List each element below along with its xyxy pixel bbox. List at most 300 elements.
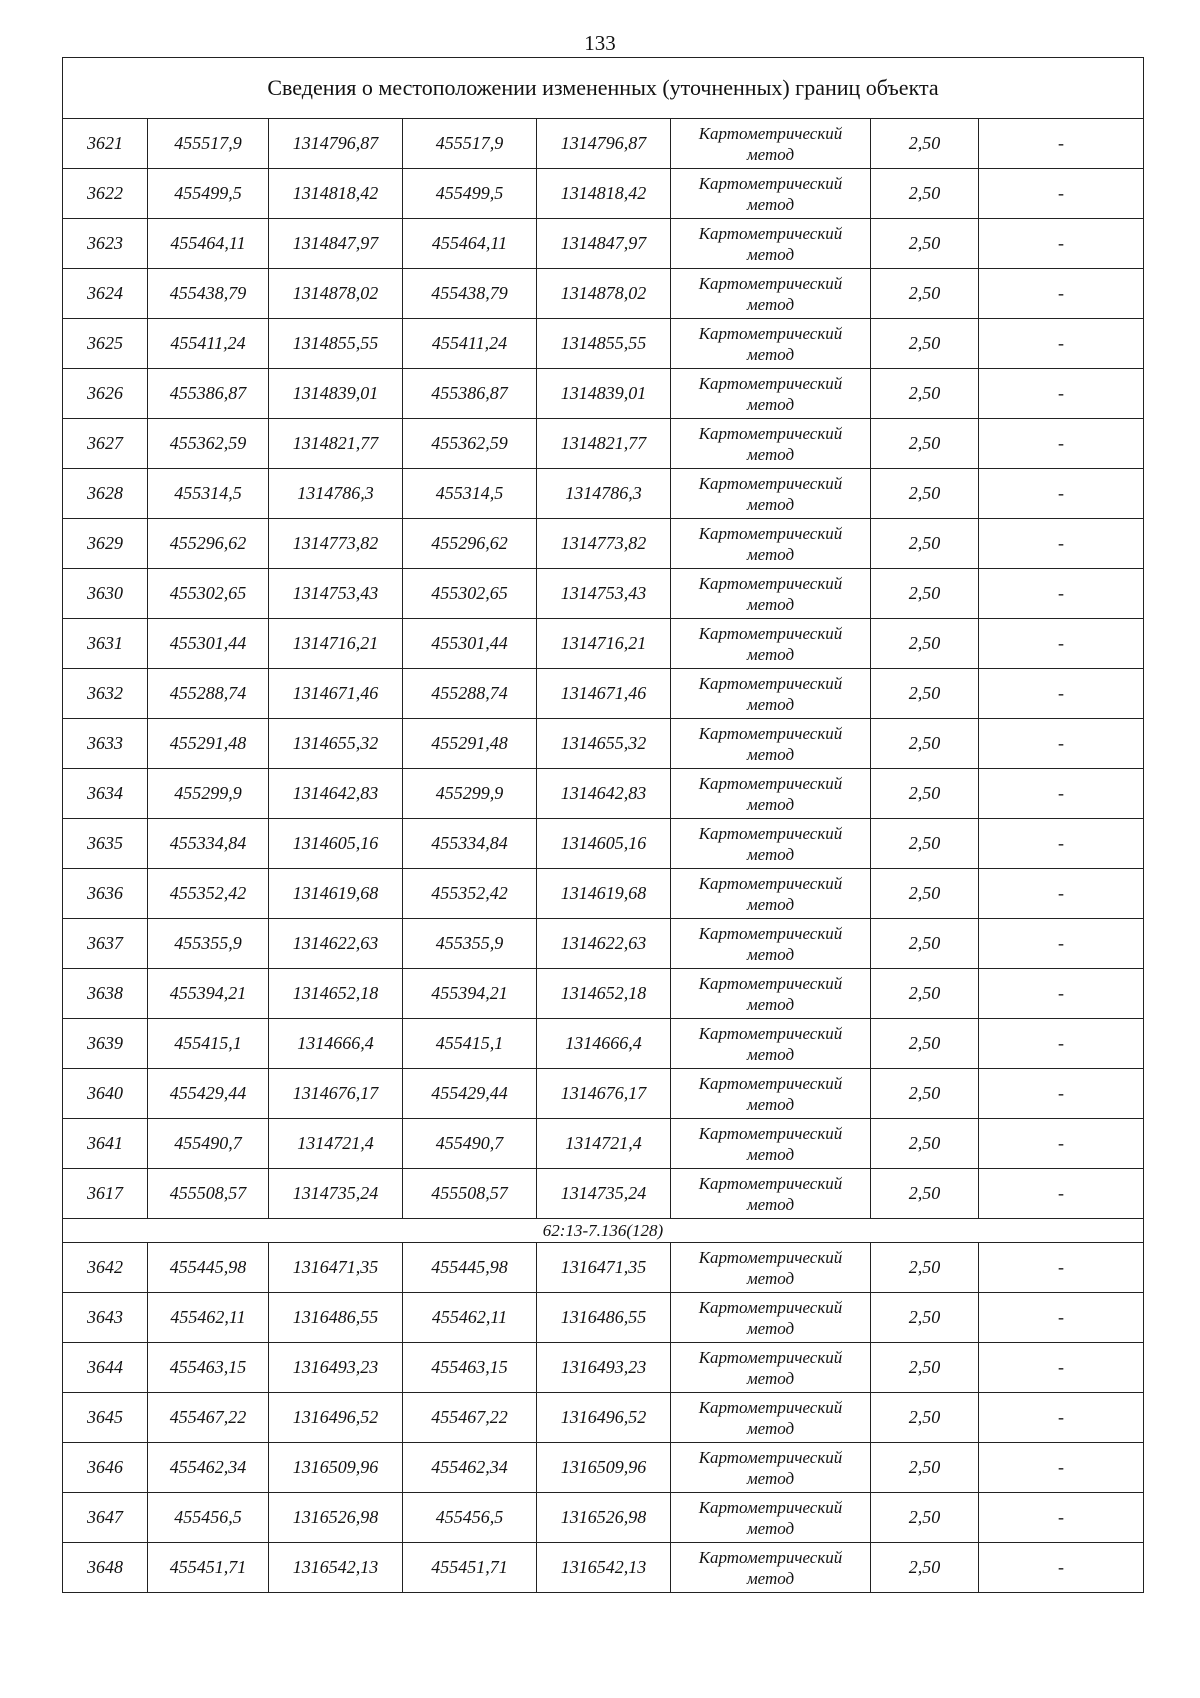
accuracy-cell: 2,50 — [871, 119, 979, 169]
x-existing-cell: 455464,11 — [148, 219, 269, 269]
accuracy-cell: 2,50 — [871, 619, 979, 669]
method-line1: Картометрический — [698, 573, 843, 593]
description-cell: - — [979, 319, 1144, 369]
method-line1: Картометрический — [698, 373, 843, 393]
method-cell — [671, 1543, 871, 1593]
table-row — [63, 1069, 1144, 1119]
method-cell — [671, 369, 871, 419]
point-number-cell: 3625 — [63, 319, 148, 369]
method-cell — [671, 1493, 871, 1543]
method-line1: Картометрический — [698, 423, 843, 443]
point-number-cell: 3642 — [63, 1243, 148, 1293]
description-cell: - — [979, 419, 1144, 469]
y-refined-cell: 1314652,18 — [537, 969, 671, 1019]
method-line1: Картометрический — [698, 1347, 843, 1367]
method-line1: Картометрический — [698, 523, 843, 543]
y-existing-cell: 1316509,96 — [269, 1443, 403, 1493]
point-number-cell: 3636 — [63, 869, 148, 919]
method-line2: метод — [746, 694, 795, 714]
x-existing-cell: 455429,44 — [148, 1069, 269, 1119]
y-refined-cell: 1314666,4 — [537, 1019, 671, 1069]
description-cell: - — [979, 1293, 1144, 1343]
x-existing-cell: 455355,9 — [148, 919, 269, 969]
y-refined-cell: 1314796,87 — [537, 119, 671, 169]
accuracy-cell: 2,50 — [871, 269, 979, 319]
accuracy-cell: 2,50 — [871, 319, 979, 369]
method-cell — [671, 419, 871, 469]
method-cell — [671, 1243, 871, 1293]
x-existing-cell: 455296,62 — [148, 519, 269, 569]
accuracy-cell: 2,50 — [871, 1119, 979, 1169]
description-cell: - — [979, 869, 1144, 919]
method-cell — [671, 119, 871, 169]
method-line1: Картометрический — [698, 1247, 843, 1267]
description-cell: - — [979, 119, 1144, 169]
y-refined-cell: 1314855,55 — [537, 319, 671, 369]
y-existing-cell: 1314753,43 — [269, 569, 403, 619]
method-cell — [671, 469, 871, 519]
description-cell: - — [979, 619, 1144, 669]
description-cell: - — [979, 1243, 1144, 1293]
x-refined-cell: 455334,84 — [403, 819, 537, 869]
point-number-cell: 3638 — [63, 969, 148, 1019]
description-cell: - — [979, 719, 1144, 769]
table-row — [63, 269, 1144, 319]
y-refined-cell: 1314655,32 — [537, 719, 671, 769]
description-cell: - — [979, 519, 1144, 569]
x-refined-cell: 455302,65 — [403, 569, 537, 619]
method-line1: Картометрический — [698, 973, 843, 993]
point-number-cell: 3621 — [63, 119, 148, 169]
point-number-cell: 3635 — [63, 819, 148, 869]
method-cell — [671, 569, 871, 619]
description-cell: - — [979, 1443, 1144, 1493]
table-row — [63, 1343, 1144, 1393]
x-existing-cell: 455394,21 — [148, 969, 269, 1019]
y-existing-cell: 1314619,68 — [269, 869, 403, 919]
table-row — [63, 869, 1144, 919]
y-existing-cell: 1316493,23 — [269, 1343, 403, 1393]
y-existing-cell: 1314839,01 — [269, 369, 403, 419]
method-cell — [671, 519, 871, 569]
description-cell: - — [979, 969, 1144, 1019]
y-existing-cell: 1314721,4 — [269, 1119, 403, 1169]
x-existing-cell: 455490,7 — [148, 1119, 269, 1169]
accuracy-cell: 2,50 — [871, 719, 979, 769]
method-cell — [671, 1393, 871, 1443]
point-number-cell: 3637 — [63, 919, 148, 969]
x-refined-cell: 455411,24 — [403, 319, 537, 369]
x-existing-cell: 455508,57 — [148, 1169, 269, 1219]
accuracy-cell: 2,50 — [871, 1019, 979, 1069]
x-refined-cell: 455362,59 — [403, 419, 537, 469]
method-cell — [671, 669, 871, 719]
method-line1: Картометрический — [698, 1173, 843, 1193]
method-cell — [671, 619, 871, 669]
method-cell — [671, 269, 871, 319]
method-line2: метод — [746, 1568, 795, 1588]
y-refined-cell: 1314716,21 — [537, 619, 671, 669]
method-line2: метод — [746, 1368, 795, 1388]
description-cell: - — [979, 1069, 1144, 1119]
point-number-cell: 3628 — [63, 469, 148, 519]
point-number-cell: 3639 — [63, 1019, 148, 1069]
x-refined-cell: 455438,79 — [403, 269, 537, 319]
y-existing-cell: 1314676,17 — [269, 1069, 403, 1119]
accuracy-cell: 2,50 — [871, 769, 979, 819]
x-existing-cell: 455462,34 — [148, 1443, 269, 1493]
x-refined-cell: 455386,87 — [403, 369, 537, 419]
x-existing-cell: 455302,65 — [148, 569, 269, 619]
method-line1: Картометрический — [698, 773, 843, 793]
y-existing-cell: 1314773,82 — [269, 519, 403, 569]
y-refined-cell: 1316471,35 — [537, 1243, 671, 1293]
description-cell: - — [979, 1169, 1144, 1219]
x-existing-cell: 455415,1 — [148, 1019, 269, 1069]
description-cell: - — [979, 1393, 1144, 1443]
accuracy-cell: 2,50 — [871, 1243, 979, 1293]
description-cell: - — [979, 569, 1144, 619]
x-refined-cell: 455451,71 — [403, 1543, 537, 1593]
table-row — [63, 1493, 1144, 1543]
method-cell — [671, 1169, 871, 1219]
method-line1: Картометрический — [698, 1023, 843, 1043]
method-cell — [671, 769, 871, 819]
table-row — [63, 169, 1144, 219]
description-cell: - — [979, 469, 1144, 519]
y-existing-cell: 1314666,4 — [269, 1019, 403, 1069]
point-number-cell: 3629 — [63, 519, 148, 569]
y-existing-cell: 1316526,98 — [269, 1493, 403, 1543]
method-line2: метод — [746, 544, 795, 564]
x-refined-cell: 455296,62 — [403, 519, 537, 569]
x-refined-cell: 455445,98 — [403, 1243, 537, 1293]
point-number-cell: 3624 — [63, 269, 148, 319]
y-refined-cell: 1314847,97 — [537, 219, 671, 269]
table-row — [63, 669, 1144, 719]
method-line2: метод — [746, 894, 795, 914]
table-row — [63, 369, 1144, 419]
y-existing-cell: 1314855,55 — [269, 319, 403, 369]
method-line1: Картометрический — [698, 1073, 843, 1093]
y-refined-cell: 1316509,96 — [537, 1443, 671, 1493]
x-existing-cell: 455499,5 — [148, 169, 269, 219]
y-existing-cell: 1314671,46 — [269, 669, 403, 719]
method-line1: Картометрический — [698, 673, 843, 693]
method-line2: метод — [746, 1194, 795, 1214]
x-refined-cell: 455463,15 — [403, 1343, 537, 1393]
accuracy-cell: 2,50 — [871, 1343, 979, 1393]
y-existing-cell: 1314642,83 — [269, 769, 403, 819]
method-cell — [671, 919, 871, 969]
method-cell — [671, 1443, 871, 1493]
description-cell: - — [979, 269, 1144, 319]
x-refined-cell: 455464,11 — [403, 219, 537, 269]
x-refined-cell: 455462,34 — [403, 1443, 537, 1493]
method-cell — [671, 1343, 871, 1393]
point-number-cell: 3631 — [63, 619, 148, 669]
y-refined-cell: 1314773,82 — [537, 519, 671, 569]
method-line2: метод — [746, 1318, 795, 1338]
y-refined-cell: 1314622,63 — [537, 919, 671, 969]
x-refined-cell: 455429,44 — [403, 1069, 537, 1119]
method-line1: Картометрический — [698, 873, 843, 893]
method-cell — [671, 869, 871, 919]
x-existing-cell: 455463,15 — [148, 1343, 269, 1393]
accuracy-cell: 2,50 — [871, 369, 979, 419]
y-refined-cell: 1314619,68 — [537, 869, 671, 919]
method-line1: Картометрический — [698, 1397, 843, 1417]
method-cell — [671, 1069, 871, 1119]
y-refined-cell: 1314676,17 — [537, 1069, 671, 1119]
table-row — [63, 1243, 1144, 1293]
method-line1: Картометрический — [698, 1297, 843, 1317]
method-line1: Картометрический — [698, 273, 843, 293]
y-existing-cell: 1314847,97 — [269, 219, 403, 269]
point-number-cell: 3634 — [63, 769, 148, 819]
method-line2: метод — [746, 394, 795, 414]
x-refined-cell: 455288,74 — [403, 669, 537, 719]
method-cell — [671, 1119, 871, 1169]
method-line2: метод — [746, 1418, 795, 1438]
x-refined-cell: 455355,9 — [403, 919, 537, 969]
method-cell — [671, 969, 871, 1019]
table-row — [63, 1443, 1144, 1493]
y-existing-cell: 1314818,42 — [269, 169, 403, 219]
y-refined-cell: 1316486,55 — [537, 1293, 671, 1343]
point-number-cell: 3644 — [63, 1343, 148, 1393]
x-refined-cell: 455462,11 — [403, 1293, 537, 1343]
x-existing-cell: 455291,48 — [148, 719, 269, 769]
x-existing-cell: 455451,71 — [148, 1543, 269, 1593]
y-existing-cell: 1314622,63 — [269, 919, 403, 969]
method-cell — [671, 719, 871, 769]
method-line1: Картометрический — [698, 173, 843, 193]
x-refined-cell: 455301,44 — [403, 619, 537, 669]
description-cell: - — [979, 669, 1144, 719]
method-line1: Картометрический — [698, 1547, 843, 1567]
method-line1: Картометрический — [698, 623, 843, 643]
table-row — [63, 919, 1144, 969]
x-existing-cell: 455288,74 — [148, 669, 269, 719]
method-line2: метод — [746, 1268, 795, 1288]
point-number-cell: 3643 — [63, 1293, 148, 1343]
x-existing-cell: 455386,87 — [148, 369, 269, 419]
y-existing-cell: 1314786,3 — [269, 469, 403, 519]
x-existing-cell: 455456,5 — [148, 1493, 269, 1543]
table-row — [63, 819, 1144, 869]
method-line2: метод — [746, 994, 795, 1014]
y-refined-cell: 1314839,01 — [537, 369, 671, 419]
method-line2: метод — [746, 944, 795, 964]
method-line2: метод — [746, 1468, 795, 1488]
y-existing-cell: 1316471,35 — [269, 1243, 403, 1293]
x-existing-cell: 455314,5 — [148, 469, 269, 519]
x-existing-cell: 455362,59 — [148, 419, 269, 469]
method-line1: Картометрический — [698, 923, 843, 943]
table-title: Сведения о местоположении измененных (уточненных) границ объекта — [63, 58, 1144, 119]
y-existing-cell: 1316542,13 — [269, 1543, 403, 1593]
y-refined-cell: 1316496,52 — [537, 1393, 671, 1443]
section-row — [63, 1219, 1144, 1243]
x-existing-cell: 455301,44 — [148, 619, 269, 669]
page-number: 133 — [584, 31, 616, 55]
method-line1: Картометрический — [698, 1497, 843, 1517]
point-number-cell: 3632 — [63, 669, 148, 719]
x-existing-cell: 455334,84 — [148, 819, 269, 869]
x-existing-cell: 455438,79 — [148, 269, 269, 319]
method-line2: метод — [746, 644, 795, 664]
point-number-cell: 3648 — [63, 1543, 148, 1593]
method-cell — [671, 169, 871, 219]
y-existing-cell: 1314878,02 — [269, 269, 403, 319]
table-row — [63, 969, 1144, 1019]
accuracy-cell: 2,50 — [871, 969, 979, 1019]
method-line2: метод — [746, 144, 795, 164]
y-existing-cell: 1314605,16 — [269, 819, 403, 869]
y-refined-cell: 1314753,43 — [537, 569, 671, 619]
method-line1: Картометрический — [698, 223, 843, 243]
x-existing-cell: 455352,42 — [148, 869, 269, 919]
x-existing-cell: 455299,9 — [148, 769, 269, 819]
table-row — [63, 1019, 1144, 1069]
method-line1: Картометрический — [698, 1123, 843, 1143]
method-cell — [671, 1293, 871, 1343]
point-number-cell: 3622 — [63, 169, 148, 219]
method-line2: метод — [746, 1518, 795, 1538]
method-line2: метод — [746, 594, 795, 614]
description-cell: - — [979, 369, 1144, 419]
accuracy-cell: 2,50 — [871, 869, 979, 919]
method-line2: метод — [746, 1044, 795, 1064]
x-refined-cell: 455291,48 — [403, 719, 537, 769]
method-line2: метод — [746, 494, 795, 514]
x-refined-cell: 455456,5 — [403, 1493, 537, 1543]
point-number-cell: 3626 — [63, 369, 148, 419]
table-row — [63, 319, 1144, 369]
description-cell: - — [979, 819, 1144, 869]
table-row — [63, 1119, 1144, 1169]
method-cell — [671, 1019, 871, 1069]
y-refined-cell: 1314735,24 — [537, 1169, 671, 1219]
section-label: 62:13-7.136(128) — [63, 1219, 1144, 1243]
table-row — [63, 769, 1144, 819]
x-existing-cell: 455467,22 — [148, 1393, 269, 1443]
table-title-row — [63, 58, 1144, 119]
x-refined-cell: 455467,22 — [403, 1393, 537, 1443]
point-number-cell: 3627 — [63, 419, 148, 469]
x-refined-cell: 455415,1 — [403, 1019, 537, 1069]
accuracy-cell: 2,50 — [871, 1393, 979, 1443]
boundary-coordinates-table — [62, 57, 1144, 1593]
y-refined-cell: 1316526,98 — [537, 1493, 671, 1543]
accuracy-cell: 2,50 — [871, 1069, 979, 1119]
point-number-cell: 3640 — [63, 1069, 148, 1119]
method-line2: метод — [746, 194, 795, 214]
accuracy-cell: 2,50 — [871, 519, 979, 569]
point-number-cell: 3645 — [63, 1393, 148, 1443]
y-existing-cell: 1314716,21 — [269, 619, 403, 669]
method-line1: Картометрический — [698, 723, 843, 743]
x-existing-cell: 455462,11 — [148, 1293, 269, 1343]
method-line2: метод — [746, 294, 795, 314]
y-refined-cell: 1314671,46 — [537, 669, 671, 719]
y-refined-cell: 1314786,3 — [537, 469, 671, 519]
accuracy-cell: 2,50 — [871, 1443, 979, 1493]
y-existing-cell: 1314796,87 — [269, 119, 403, 169]
accuracy-cell: 2,50 — [871, 169, 979, 219]
y-existing-cell: 1314655,32 — [269, 719, 403, 769]
y-existing-cell: 1314735,24 — [269, 1169, 403, 1219]
table-row — [63, 519, 1144, 569]
y-refined-cell: 1314642,83 — [537, 769, 671, 819]
table-row — [63, 619, 1144, 669]
y-existing-cell: 1314652,18 — [269, 969, 403, 1019]
method-line2: метод — [746, 744, 795, 764]
method-line1: Картометрический — [698, 323, 843, 343]
x-refined-cell: 455508,57 — [403, 1169, 537, 1219]
accuracy-cell: 2,50 — [871, 1493, 979, 1543]
description-cell: - — [979, 219, 1144, 269]
accuracy-cell: 2,50 — [871, 469, 979, 519]
x-existing-cell: 455445,98 — [148, 1243, 269, 1293]
table-row — [63, 219, 1144, 269]
point-number-cell: 3617 — [63, 1169, 148, 1219]
y-existing-cell: 1316486,55 — [269, 1293, 403, 1343]
description-cell: - — [979, 1493, 1144, 1543]
table-row — [63, 119, 1144, 169]
method-line2: метод — [746, 244, 795, 264]
method-line1: Картометрический — [698, 1447, 843, 1467]
description-cell: - — [979, 1343, 1144, 1393]
point-number-cell: 3647 — [63, 1493, 148, 1543]
method-cell — [671, 819, 871, 869]
table-row — [63, 1293, 1144, 1343]
y-refined-cell: 1314821,77 — [537, 419, 671, 469]
accuracy-cell: 2,50 — [871, 419, 979, 469]
point-number-cell: 3623 — [63, 219, 148, 269]
x-refined-cell: 455394,21 — [403, 969, 537, 1019]
accuracy-cell: 2,50 — [871, 219, 979, 269]
description-cell: - — [979, 1019, 1144, 1069]
point-number-cell: 3630 — [63, 569, 148, 619]
x-refined-cell: 455299,9 — [403, 769, 537, 819]
accuracy-cell: 2,50 — [871, 569, 979, 619]
method-line2: метод — [746, 444, 795, 464]
y-refined-cell: 1316542,13 — [537, 1543, 671, 1593]
table-row — [63, 419, 1144, 469]
y-refined-cell: 1314605,16 — [537, 819, 671, 869]
point-number-cell: 3641 — [63, 1119, 148, 1169]
description-cell: - — [979, 169, 1144, 219]
method-line1: Картометрический — [698, 473, 843, 493]
accuracy-cell: 2,50 — [871, 919, 979, 969]
y-refined-cell: 1314818,42 — [537, 169, 671, 219]
table-row — [63, 1543, 1144, 1593]
point-number-cell: 3646 — [63, 1443, 148, 1493]
method-line2: метод — [746, 844, 795, 864]
accuracy-cell: 2,50 — [871, 1293, 979, 1343]
accuracy-cell: 2,50 — [871, 1169, 979, 1219]
x-refined-cell: 455517,9 — [403, 119, 537, 169]
description-cell: - — [979, 1119, 1144, 1169]
x-existing-cell: 455517,9 — [148, 119, 269, 169]
accuracy-cell: 2,50 — [871, 669, 979, 719]
method-line2: метод — [746, 1144, 795, 1164]
y-existing-cell: 1314821,77 — [269, 419, 403, 469]
method-line2: метод — [746, 344, 795, 364]
point-number-cell: 3633 — [63, 719, 148, 769]
